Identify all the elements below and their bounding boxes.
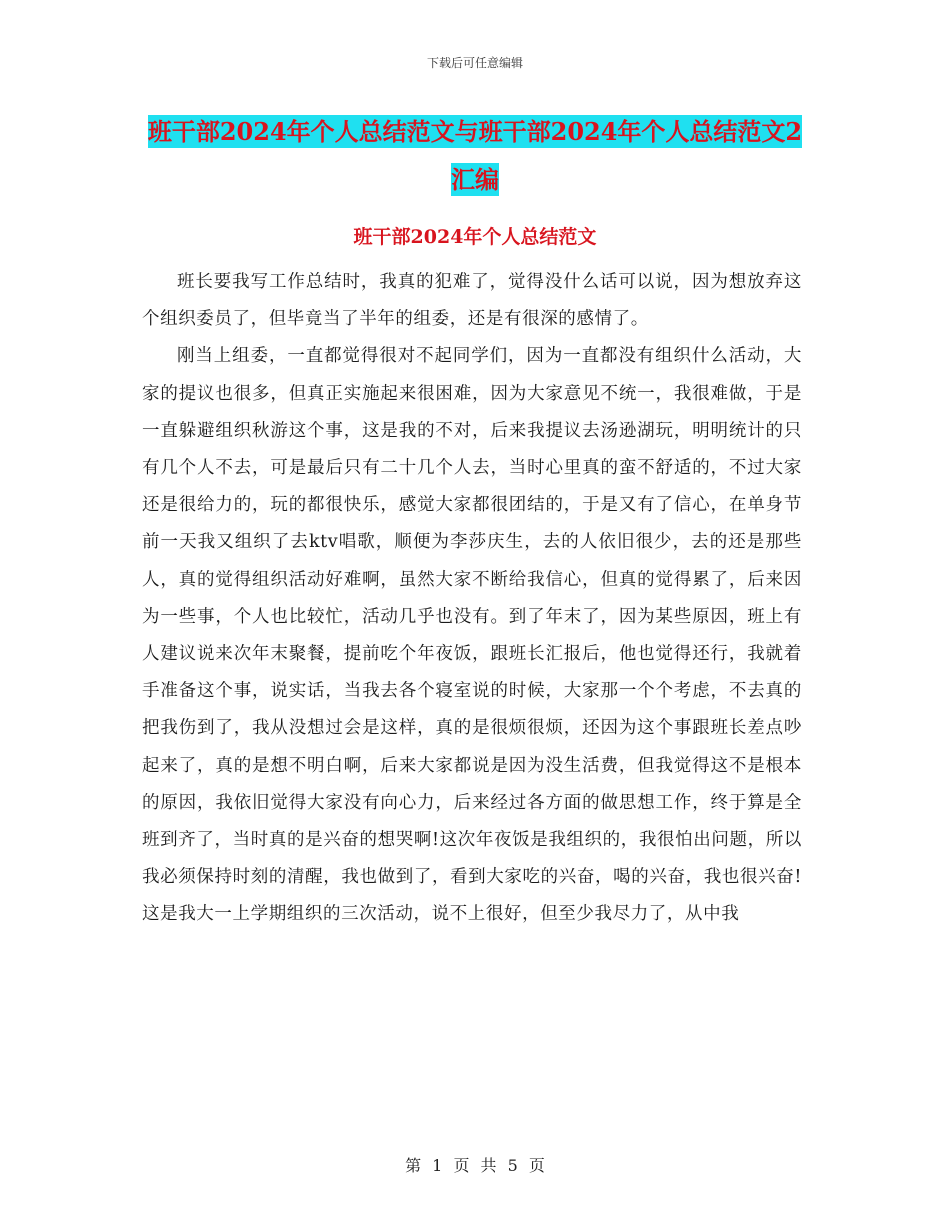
section-title: 班干部2024年个人总结范文 [353, 226, 597, 248]
page-footer: 第 1 页 共 5 页 [405, 1156, 545, 1175]
paragraph: 刚当上组委，一直都觉得很对不起同学们，因为一直都没有组织什么活动，大家的提议也很多，但真正实施起来很困难，因为大家意见不统一，我很难做，于是一直躲避组织秋游这个事，这是我的不对，后来我提议去汤逊湖玩，明明统计的只有几个人不去，可是最后只有二十几个人去，当时心里真的蛮不舒适的，不过大家还是很给力的，玩的都很快乐，感觉大家都很团结的，于是又有了信心，在单身节前一天我又组织了去ktv唱歌，顺便为李莎庆生，去的人依旧很少，去的还是那些人，真的觉得组织活动好难啊，虽然大家不断给我信心，但真的觉得累了，后来因为一些事，个人也比较忙，活动几乎也没有。到了年末了，因为某些原因，班上有人建议说来次年末聚餐，提前吃个年夜饭，跟班长汇报后，他也觉得还行，我就着手准备这个事，说实话，当我去各个寝室说的时候，大家那一个个考虑，不去真的把我伤到了，我从没想过会是这样，真的是很烦很烦，还因为这个事跟班长差点吵起来了，真的是想不明白啊，后来大家都说是因为没生活费，但我觉得这不是根本的原因，我依旧觉得大家没有向心力，后来经过各方面的做思想工作，终于算是全班到齐了，当时真的是兴奋的想哭啊!这次年夜饭是我组织的，我很怕出问题，所以我必须保持时刻的清醒，我也做到了，看到大家吃的兴奋，喝的兴奋，我也很兴奋!这是我大一上学期组织的三次活动，说不上很好，但至少我尽力了，从中我 [142, 346, 802, 925]
document-title-text: 班干部2024年个人总结范文与班干部2024年个人总结范文2汇编 [147, 117, 803, 194]
header-note: 下载后可任意编辑 [426, 56, 523, 70]
document-title [140, 108, 810, 204]
paragraph: 班长要我写工作总结时，我真的犯难了，觉得没什么话可以说，因为想放弃这个组织委员了，但毕竟当了半年的组委，还是有很深的感情了。 [142, 272, 802, 330]
body-text [142, 264, 802, 934]
